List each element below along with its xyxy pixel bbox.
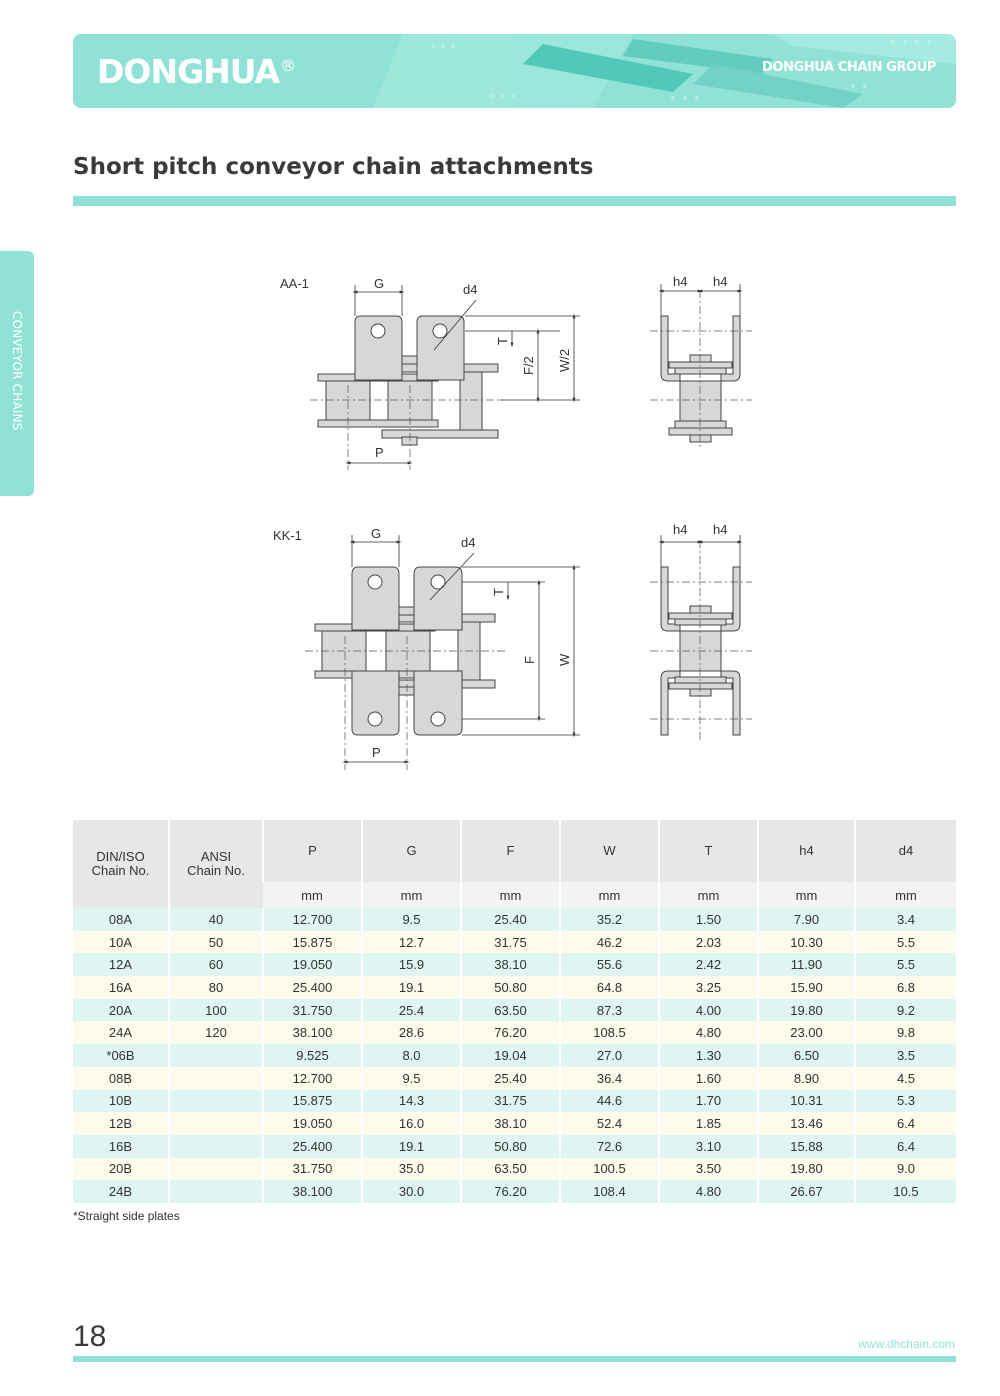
table-cell: 16B — [73, 1135, 169, 1158]
table-cell — [169, 1158, 263, 1181]
kk1-t-label: T — [491, 588, 506, 596]
table-cell: 64.8 — [560, 976, 659, 999]
table-cell — [169, 1180, 263, 1203]
table-cell: 38.10 — [461, 1112, 560, 1135]
table-cell: 9.5 — [362, 1067, 461, 1090]
table-cell: 19.04 — [461, 1044, 560, 1067]
table-cell: 35.0 — [362, 1158, 461, 1181]
table-cell: 100 — [169, 999, 263, 1022]
website-url: www.dhchain.com — [858, 1337, 955, 1351]
table-cell: 5.3 — [855, 1090, 956, 1113]
table-cell: 08A — [73, 908, 169, 931]
header-ansi — [169, 820, 263, 908]
aa1-f-half-label: F/2 — [521, 356, 536, 375]
table-cell: 08B — [73, 1067, 169, 1090]
table-cell: 10.5 — [855, 1180, 956, 1203]
kk1-h4-right-label: h4 — [713, 522, 728, 537]
unit-cell: mm — [362, 882, 461, 908]
header-d4: d4 — [855, 820, 956, 882]
table-cell: 76.20 — [461, 1021, 560, 1044]
table-cell: 5.5 — [855, 931, 956, 954]
logo-text: DONGHUA — [97, 52, 280, 91]
table-cell: 35.2 — [560, 908, 659, 931]
table-cell: 3.50 — [659, 1158, 758, 1181]
kk1-w-label: W — [557, 653, 572, 666]
table-cell: 12A — [73, 953, 169, 976]
kk1-d4-label: d4 — [461, 535, 476, 550]
table-cell: 28.6 — [362, 1021, 461, 1044]
table-cell: 50 — [169, 931, 263, 954]
header-h4: h4 — [758, 820, 855, 882]
page-number: 18 — [73, 1320, 107, 1353]
header-din-iso — [73, 820, 169, 908]
header-line: Chain No. — [187, 863, 245, 878]
unit-cell: mm — [659, 882, 758, 908]
aa1-label: AA-1 — [280, 276, 309, 291]
header-line: DIN/ISO — [96, 849, 145, 864]
header-g: G — [362, 820, 461, 882]
table-cell: 50.80 — [461, 976, 560, 999]
table-cell: 3.10 — [659, 1135, 758, 1158]
table-cell: 15.875 — [263, 1090, 362, 1113]
table-cell: 9.525 — [263, 1044, 362, 1067]
aa1-h4-left-label: h4 — [673, 274, 688, 289]
table-cell: 1.50 — [659, 908, 758, 931]
table-row — [73, 953, 956, 976]
table-row — [73, 999, 956, 1022]
table-cell: 6.50 — [758, 1044, 855, 1067]
aa1-h4-right-label: h4 — [713, 274, 728, 289]
table-cell: 7.90 — [758, 908, 855, 931]
footer-divider — [73, 1356, 956, 1362]
table-cell: 80 — [169, 976, 263, 999]
table-cell: 19.050 — [263, 1112, 362, 1135]
table-cell: 38.100 — [263, 1021, 362, 1044]
table-cell: 24B — [73, 1180, 169, 1203]
table-cell: 16.0 — [362, 1112, 461, 1135]
table-row — [73, 1044, 956, 1067]
table-cell: 12.700 — [263, 1067, 362, 1090]
table-row — [73, 1090, 956, 1113]
table-cell: 72.6 — [560, 1135, 659, 1158]
table-cell: 31.75 — [461, 1090, 560, 1113]
table-cell: 26.67 — [758, 1180, 855, 1203]
table-cell: 2.42 — [659, 953, 758, 976]
table-row — [73, 1180, 956, 1203]
table-cell: 13.46 — [758, 1112, 855, 1135]
header-line: Chain No. — [91, 863, 150, 878]
table-cell: 38.10 — [461, 953, 560, 976]
table-cell: 19.050 — [263, 953, 362, 976]
chain-drawings — [250, 260, 770, 790]
table-cell — [169, 1044, 263, 1067]
table-cell: 38.100 — [263, 1180, 362, 1203]
table-cell: 20A — [73, 999, 169, 1022]
header-t: T — [659, 820, 758, 882]
aa1-d4-label: d4 — [463, 282, 478, 297]
registered-mark: ® — [280, 56, 296, 75]
table-cell: 31.75 — [461, 931, 560, 954]
donghua-logo — [97, 52, 295, 91]
table-cell: 25.40 — [461, 1067, 560, 1090]
aa1-g-label: G — [374, 276, 385, 291]
table-cell: 3.5 — [855, 1044, 956, 1067]
table-cell: 108.4 — [560, 1180, 659, 1203]
footnote: *Straight side plates — [73, 1209, 180, 1223]
unit-cell: mm — [461, 882, 560, 908]
table-cell: 19.1 — [362, 976, 461, 999]
table-cell: 2.03 — [659, 931, 758, 954]
aa1-end-view — [661, 316, 740, 442]
table-cell: 3.25 — [659, 976, 758, 999]
table-cell: 46.2 — [560, 931, 659, 954]
table-cell: 25.400 — [263, 976, 362, 999]
table-cell: 4.80 — [659, 1180, 758, 1203]
table-row — [73, 976, 956, 999]
table-row — [73, 1135, 956, 1158]
title-divider — [73, 196, 956, 206]
side-tab — [0, 251, 34, 496]
table-cell: 52.4 — [560, 1112, 659, 1135]
table-cell — [169, 1067, 263, 1090]
kk1-f-label: F — [522, 656, 537, 664]
table-cell: 5.5 — [855, 953, 956, 976]
table-cell: 19.1 — [362, 1135, 461, 1158]
unit-cell: mm — [855, 882, 956, 908]
table-cell: 120 — [169, 1021, 263, 1044]
aa1-t-label: T — [495, 337, 510, 345]
table-cell: 15.875 — [263, 931, 362, 954]
table-row — [73, 1158, 956, 1181]
header-banner — [73, 34, 956, 108]
aa1-side-view — [318, 316, 498, 445]
table-cell: 19.80 — [758, 1158, 855, 1181]
table-cell: 12.7 — [362, 931, 461, 954]
table-cell: *06B — [73, 1044, 169, 1067]
table-cell: 10.31 — [758, 1090, 855, 1113]
table-cell: 8.90 — [758, 1067, 855, 1090]
unit-cell: mm — [758, 882, 855, 908]
side-tab-label: CONVEYOR CHAINS — [10, 311, 24, 431]
table-cell: 1.70 — [659, 1090, 758, 1113]
table-cell: 10.30 — [758, 931, 855, 954]
table-header-row — [73, 820, 956, 882]
unit-cell: mm — [560, 882, 659, 908]
table-cell: 6.8 — [855, 976, 956, 999]
table-cell: 100.5 — [560, 1158, 659, 1181]
table-cell — [169, 1112, 263, 1135]
kk1-h4-left-label: h4 — [673, 522, 688, 537]
aa1-w-half-label: W/2 — [557, 348, 572, 372]
header-line: ANSI — [200, 849, 232, 864]
table-cell: 11.90 — [758, 953, 855, 976]
table-cell: 12.700 — [263, 908, 362, 931]
table-cell: 15.88 — [758, 1135, 855, 1158]
table-cell: 24A — [73, 1021, 169, 1044]
table-cell: 9.8 — [855, 1021, 956, 1044]
table-cell: 63.50 — [461, 999, 560, 1022]
table-cell: 23.00 — [758, 1021, 855, 1044]
table-cell: 10B — [73, 1090, 169, 1113]
table-cell: 27.0 — [560, 1044, 659, 1067]
table-cell: 55.6 — [560, 953, 659, 976]
table-cell: 15.90 — [758, 976, 855, 999]
table-cell — [169, 1090, 263, 1113]
table-cell: 19.80 — [758, 999, 855, 1022]
table-cell: 6.4 — [855, 1135, 956, 1158]
group-name: DONGHUA CHAIN GROUP — [762, 60, 936, 75]
kk1-g-label: G — [371, 526, 382, 541]
table-cell: 50.80 — [461, 1135, 560, 1158]
table-cell: 9.2 — [855, 999, 956, 1022]
table-cell: 44.6 — [560, 1090, 659, 1113]
table-cell: 1.30 — [659, 1044, 758, 1067]
table-cell: 9.0 — [855, 1158, 956, 1181]
page-title: Short pitch conveyor chain attachments — [73, 154, 594, 180]
table-cell: 6.4 — [855, 1112, 956, 1135]
header-f: F — [461, 820, 560, 882]
header-p: P — [263, 820, 362, 882]
table-cell: 40 — [169, 908, 263, 931]
table-row — [73, 1067, 956, 1090]
table-cell: 31.750 — [263, 999, 362, 1022]
table-cell: 9.5 — [362, 908, 461, 931]
table-row — [73, 908, 956, 931]
table-cell: 20B — [73, 1158, 169, 1181]
table-cell: 25.4 — [362, 999, 461, 1022]
table-cell: 1.85 — [659, 1112, 758, 1135]
table-cell: 4.80 — [659, 1021, 758, 1044]
table-cell: 87.3 — [560, 999, 659, 1022]
table-body — [73, 908, 956, 1203]
aa1-p-label: P — [375, 445, 384, 460]
table-cell: 4.00 — [659, 999, 758, 1022]
table-cell: 31.750 — [263, 1158, 362, 1181]
header-w: W — [560, 820, 659, 882]
table-cell: 1.60 — [659, 1067, 758, 1090]
table-cell: 4.5 — [855, 1067, 956, 1090]
table-cell: 3.4 — [855, 908, 956, 931]
table-row — [73, 1021, 956, 1044]
table-cell: 76.20 — [461, 1180, 560, 1203]
table-cell: 16A — [73, 976, 169, 999]
table-cell: 8.0 — [362, 1044, 461, 1067]
table-cell: 25.400 — [263, 1135, 362, 1158]
table-cell: 14.3 — [362, 1090, 461, 1113]
kk1-label: KK-1 — [273, 528, 302, 543]
table-cell: 12B — [73, 1112, 169, 1135]
table-cell — [169, 1135, 263, 1158]
table-cell: 36.4 — [560, 1067, 659, 1090]
table-cell: 63.50 — [461, 1158, 560, 1181]
table-row — [73, 1112, 956, 1135]
table-row — [73, 931, 956, 954]
kk1-p-label: P — [372, 745, 381, 760]
table-cell: 30.0 — [362, 1180, 461, 1203]
unit-cell: mm — [263, 882, 362, 908]
table-cell: 108.5 — [560, 1021, 659, 1044]
table-cell: 60 — [169, 953, 263, 976]
spec-table — [73, 820, 956, 1203]
table-cell: 15.9 — [362, 953, 461, 976]
table-cell: 10A — [73, 931, 169, 954]
table-cell: 25.40 — [461, 908, 560, 931]
